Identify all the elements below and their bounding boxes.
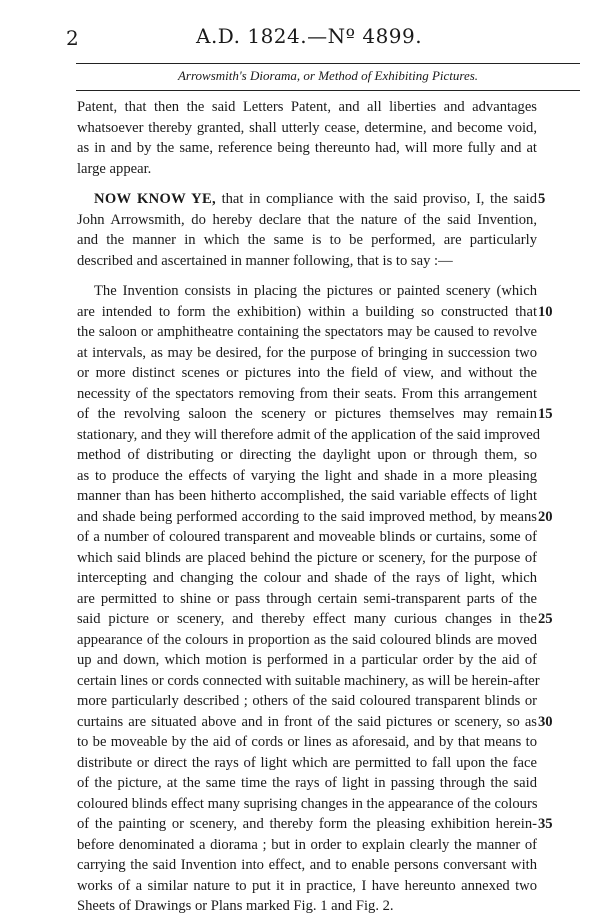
text-line: of the picture, at the same time the rays of light in passing through the said: [77, 775, 537, 791]
text-line: described and ascertained in manner following, that is to say :—: [77, 252, 453, 269]
text-line: up and down, which motion is performed in a particular order by the aid of: [77, 652, 537, 668]
text-line: distribute or direct the rays of light which are permitted to fall upon the face: [77, 754, 537, 771]
header-rule-bottom: [76, 90, 580, 91]
text-line: curtains are situated above and in front of the said pictures or scenery, so as: [77, 713, 537, 730]
text-line: certain lines or cords connected with suitable machinery, as will be herein-after: [77, 672, 540, 689]
text-line: as in and by the same, reference being thereunto had, will more fully and at: [77, 140, 537, 156]
text-line: carrying the said Invention into effect, and to enable persons conversant with: [77, 857, 537, 873]
text-line: necessity of the spectators removing from their seats. From this arrangement: [77, 385, 537, 402]
text-line: and the manner in which the same is to be performed, are particularly: [77, 232, 537, 248]
line-number: 25: [538, 611, 553, 627]
text-line: said picture or scenery, and thereby effect many curious changes in the: [77, 611, 537, 627]
text-line: stationary, and they will therefore admit of the application of the said improved: [77, 426, 541, 443]
text-line: Patent, that then the said Letters Patent, and all liberties and advantages: [77, 99, 537, 115]
page-number: 2: [66, 26, 79, 50]
text-line: which said blinds are placed behind the picture or scenery, for the purpose of: [77, 549, 537, 566]
text-line: more particularly described ; others of the said coloured transparent blinds or: [77, 693, 537, 709]
text-line: of the painting or scenery, and thereby form the pleasing exhibition herein-: [77, 816, 537, 832]
line-number: 5: [538, 191, 546, 207]
text-line: works of a similar nature to put it in practice, I have hereunto annexed two: [77, 877, 537, 894]
text-line: intercepting and changing the colour and shade of the rays of light, which: [77, 570, 537, 586]
text-line: method of distributing or directing the daylight upon or through them, so: [77, 447, 537, 463]
text-line: to be moveable by the aid of cords or lines as aforesaid, and by that means to: [77, 734, 537, 750]
text-line: are intended to form the exhibition) within a building so constructed that: [77, 303, 537, 320]
text-line: as to produce the effects of varying the light and shade in a more pleasing: [77, 467, 537, 484]
text-line: whatsoever thereby granted, shall utterly cease, determine, and become void,: [77, 119, 537, 136]
text-line: coloured blinds effect many suprising changes in the appearance of the colours: [77, 795, 538, 812]
text-line: John Arrowsmith, do hereby declare that the nature of the said Invention,: [77, 211, 537, 228]
text-line: manner than has been hitherto accomplished, the said variable effects of light: [77, 488, 537, 504]
line-number: 10: [538, 303, 553, 320]
text-line: and shade being performed according to the said improved method, by means: [77, 508, 537, 525]
page-header-title: A.D. 1824.—Nº 4899.: [196, 24, 423, 48]
running-subtitle: Arrowsmith's Diorama, or Method of Exhibiting Pictures.: [177, 68, 479, 83]
header-rule-top: [76, 63, 580, 64]
line-number: 35: [538, 816, 553, 832]
text-line: The Invention consists in placing the pictures or painted scenery (which: [94, 283, 537, 299]
text-line: appearance of the colours in proportion as the said coloured blinds are moved: [77, 631, 537, 648]
text-line: are permitted to shine or pass through certain semi-transparent parts of the: [77, 590, 537, 607]
line-number: 15: [538, 406, 553, 422]
text-line: NOW KNOW YE, that in compliance with the said proviso, I, the said: [94, 191, 537, 207]
text-line: of a number of coloured transparent and moveable blinds or curtains, some of: [77, 529, 537, 545]
text-line: large appear.: [77, 160, 152, 177]
line-number: 30: [538, 713, 553, 730]
line-number: 20: [538, 508, 553, 525]
text-line: or more distinct scenes or pictures into the field of view, and without the: [77, 365, 537, 381]
text-line: Sheets of Drawings or Plans marked Fig. 1 and Fig. 2.: [77, 898, 394, 914]
text-line: before denominated a diorama ; but in order to explain clearly the manner of: [77, 836, 537, 853]
text-line: of the revolving saloon the scenery or pictures themselves may remain: [77, 406, 537, 422]
text-line: the saloon or amphitheatre containing the spectators may be caused to revolve: [77, 324, 537, 340]
text-line: at intervals, as may be desired, for the purpose of bringing in succession two: [77, 344, 537, 361]
